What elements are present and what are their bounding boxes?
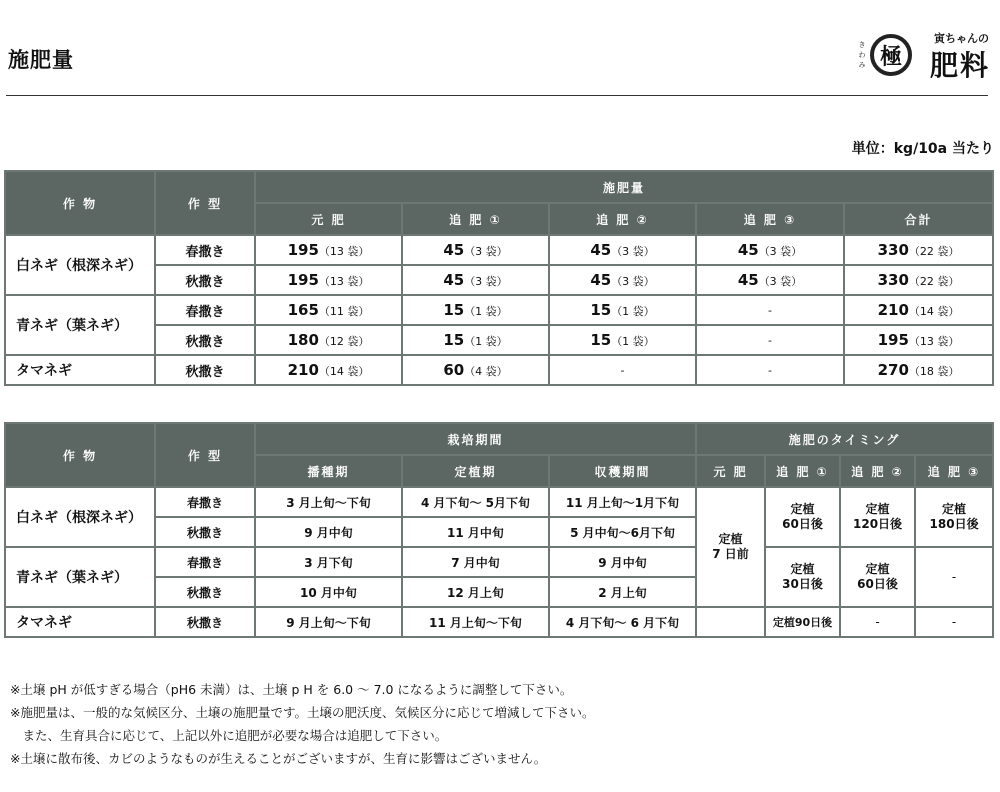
bag-count: （22 袋） [908,275,960,288]
amount-value: 60 [443,361,465,379]
crop-name: タマネギ [5,355,155,385]
period-cell: 9 月中旬 [255,517,402,547]
amount-value: 330 [877,241,909,259]
notes [10,678,594,770]
table-row [5,487,993,517]
timing-cell: - [840,607,915,637]
amount-value: 45 [443,271,465,289]
amount-cell [696,295,844,325]
amount-value: 45 [737,271,759,289]
timing-cell [840,487,915,547]
logo-small-text: 寅ちゃんの [934,32,989,45]
logo-big-text: 肥料 [930,49,991,82]
fertilizer-amount-table [4,170,994,386]
timing-cell [765,487,840,547]
amount-cell [844,355,993,385]
timing-line: 定植 [790,562,815,576]
timing-line: 60日後 [782,517,823,531]
amount-value: 45 [590,271,612,289]
bag-count: （3 袋） [758,275,803,288]
amount-dash: - [620,363,625,377]
period-cell: 10 月中旬 [255,577,402,607]
amount-cell [549,265,696,295]
timing-line: 120日後 [853,517,903,531]
period-cell: 7 月中旬 [402,547,549,577]
table-row [5,295,993,325]
timing-cell [765,547,840,607]
crop-name: タマネギ [5,607,155,637]
amount-value: 195 [287,241,319,259]
crop-type: 秋撒き [155,325,255,355]
crop-type: 秋撒き [155,577,255,607]
bag-count: （3 袋） [464,245,508,258]
header-col: 追 肥 ① [765,455,840,487]
timing-cell [840,547,915,607]
timing-line: 定植 [865,502,890,516]
bag-count: （1 袋） [464,305,508,318]
bag-count: （3 袋） [611,275,655,288]
amount-value: 45 [590,241,612,259]
timing-cell: 定植90日後 [765,607,840,637]
header-col: 追 肥 ② [549,203,696,235]
header-col: 合計 [844,203,993,235]
bag-count: （3 袋） [611,245,655,258]
amount-value: 270 [877,361,909,379]
note-line: ※土壌 pH が低すぎる場合（pH6 未満）は、土壌 p H を 6.0 ～ 7.0 になるように調整して下さい。 [10,682,573,697]
amount-cell [255,235,402,265]
header-type: 作 型 [155,423,255,487]
amount-cell [255,355,402,385]
bag-count: （1 袋） [611,335,655,348]
period-cell: 3 月下旬 [255,547,402,577]
period-cell: 3 月上旬～下旬 [255,487,402,517]
amount-value: 15 [443,301,465,319]
header-crop: 作 物 [5,171,155,235]
amount-cell [696,325,844,355]
amount-cell [549,355,696,385]
amount-cell [844,265,993,295]
brand-logo [858,26,1000,86]
amount-value: 15 [590,331,612,349]
amount-value: 210 [287,361,319,379]
timing-cell: - [915,547,993,607]
crop-type: 春撒き [155,547,255,577]
amount-dash: - [768,333,772,347]
amount-value: 15 [590,301,612,319]
crop-type: 秋撒き [155,607,255,637]
header-fertilizer-amount: 施肥量 [255,171,993,203]
amount-cell [402,295,549,325]
crop-name: 白ネギ（根深ネギ） [5,235,155,295]
crop-type: 秋撒き [155,355,255,385]
logo-mark: 極 [870,34,912,76]
bag-count: （4 袋） [464,365,508,378]
header-col: 追 肥 ③ [915,455,993,487]
amount-cell [696,355,844,385]
bag-count: （22 袋） [908,245,960,258]
timing-line: 7 日前 [712,547,749,561]
bag-count: （1 袋） [611,305,655,318]
period-cell: 2 月上旬 [549,577,696,607]
amount-dash: - [768,303,772,317]
timing-base [696,487,765,607]
header-cultivation-period: 栽培期間 [255,423,696,455]
timing-line: 60日後 [857,577,898,591]
note-line: また、生育具合に応じて、上記以外に追肥が必要な場合は追肥して下さい。 [10,728,448,743]
bag-count: （3 袋） [758,245,803,258]
crop-type: 春撒き [155,295,255,325]
bag-count: （1 袋） [464,335,508,348]
header-type: 作 型 [155,171,255,235]
crop-type: 春撒き [155,487,255,517]
crop-type: 秋撒き [155,517,255,547]
bag-count: （14 袋） [318,365,370,378]
amount-cell [696,265,844,295]
note-line: ※施肥量は、一般的な気候区分、土壌の施肥量です。土壌の肥沃度、気候区分に応じて増減して下さい。 [10,705,595,720]
period-cell: 4 月下旬～ 6 月下旬 [549,607,696,637]
period-cell: 4 月下旬～ 5月下旬 [402,487,549,517]
header-divider [6,95,988,96]
bag-count: （14 袋） [908,305,960,318]
amount-cell [402,355,549,385]
table-row [5,235,993,265]
amount-value: 45 [737,241,759,259]
crop-type: 秋撒き [155,265,255,295]
table-row [5,547,993,577]
header-col: 播種期 [255,455,402,487]
amount-cell [844,325,993,355]
period-cell: 11 月上旬～下旬 [402,607,549,637]
amount-cell [549,325,696,355]
timing-line: 定植 [942,502,967,516]
amount-cell [696,235,844,265]
period-cell: 11 月上旬～1月下旬 [549,487,696,517]
header-col: 元 肥 [696,455,765,487]
amount-value: 45 [443,241,465,259]
amount-cell [402,325,549,355]
timing-line: 30日後 [782,577,823,591]
bag-count: （13 袋） [908,335,960,348]
crop-name: 青ネギ（葉ネギ） [5,295,155,355]
amount-value: 195 [877,331,909,349]
unit-label: 単位：kg/10a 当たり [851,141,994,157]
period-cell: 12 月上旬 [402,577,549,607]
amount-cell [402,265,549,295]
header-col: 収穫期間 [549,455,696,487]
cultivation-timing-table [4,422,994,638]
table-row [5,607,993,637]
period-cell: 11 月中旬 [402,517,549,547]
header-col: 元 肥 [255,203,402,235]
header-crop: 作 物 [5,423,155,487]
note-line: ※土壌に散布後、カビのようなものが生えることがございますが、生育に影響はございません。 [10,751,547,766]
logo-kana: きわみ [858,41,866,69]
amount-value: 180 [287,331,319,349]
header-fertilizer-timing: 施肥のタイミング [696,423,993,455]
page-title: 施肥量 [8,48,74,72]
amount-value: 195 [287,271,319,289]
bag-count: （13 袋） [318,245,370,258]
amount-cell [844,295,993,325]
crop-name: 青ネギ（葉ネギ） [5,547,155,607]
amount-value: 165 [287,301,319,319]
bag-count: （18 袋） [908,365,960,378]
amount-value: 210 [877,301,909,319]
amount-dash: - [768,363,772,377]
crop-name: 白ネギ（根深ネギ） [5,487,155,547]
amount-cell [255,325,402,355]
amount-cell [549,235,696,265]
timing-line: 定植 [865,562,890,576]
crop-type: 春撒き [155,235,255,265]
amount-cell [255,265,402,295]
timing-line: 180日後 [929,517,979,531]
bag-count: （13 袋） [318,275,370,288]
amount-value: 330 [877,271,909,289]
bag-count: （3 袋） [464,275,508,288]
timing-cell: - [915,607,993,637]
header-col: 追 肥 ③ [696,203,844,235]
header-col: 追 肥 ② [840,455,915,487]
period-cell: 9 月中旬 [549,547,696,577]
amount-cell [549,295,696,325]
amount-cell [255,295,402,325]
timing-line: 定植 [790,502,815,516]
bag-count: （11 袋） [318,305,370,318]
period-cell: 5 月中旬～6月下旬 [549,517,696,547]
timing-cell [696,607,765,637]
amount-cell [844,235,993,265]
amount-value: 15 [443,331,465,349]
amount-cell [402,235,549,265]
header-col: 定植期 [402,455,549,487]
bag-count: （12 袋） [318,335,370,348]
table-row [5,355,993,385]
timing-line: 定植 [718,532,743,546]
timing-cell [915,487,993,547]
header-col: 追 肥 ① [402,203,549,235]
period-cell: 9 月上旬～下旬 [255,607,402,637]
